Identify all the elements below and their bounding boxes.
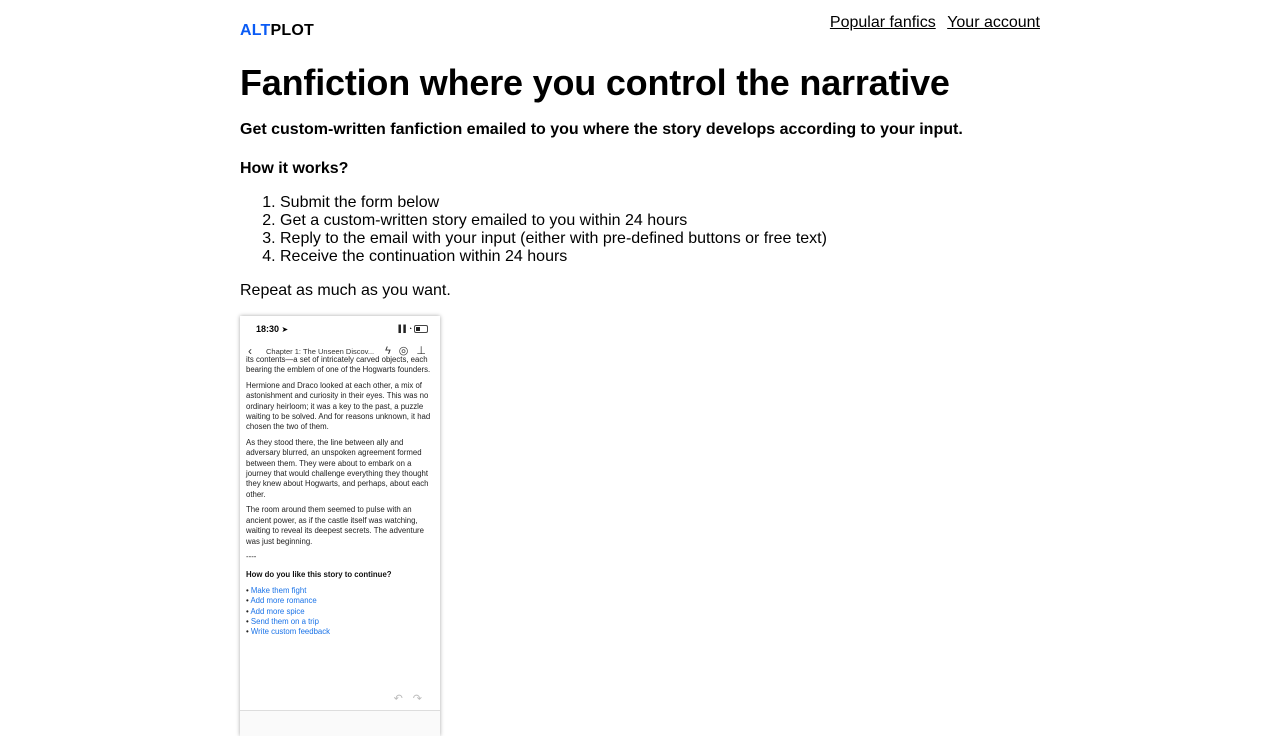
phone-bottom-bar bbox=[240, 710, 440, 736]
option-make-them-fight-link[interactable]: Make them fight bbox=[250, 585, 307, 595]
option-add-more-spice-link[interactable]: Add more spice bbox=[250, 606, 305, 616]
step-item: 2. Get a custom-written story emailed to you within 24 hours bbox=[280, 212, 827, 230]
reply-forward-icons bbox=[394, 692, 432, 705]
battery-icon bbox=[414, 325, 428, 333]
phone-time: 18:30 bbox=[256, 324, 280, 334]
step-item: 1. Submit the form below bbox=[280, 194, 827, 212]
story-body bbox=[246, 355, 434, 638]
repeat-text: Repeat as much as you want. bbox=[240, 282, 451, 299]
forward-icon[interactable]: ↷ bbox=[412, 693, 432, 705]
user-icon[interactable]: ◎ bbox=[398, 345, 417, 357]
story-paragraph: its contents—a set of intricately carved objects, each bearing the emblem of one of the Hogwarts founders. bbox=[246, 355, 431, 375]
signal-icon: ▐▐ bbox=[395, 325, 406, 333]
phone-screenshot bbox=[240, 316, 440, 736]
continue-options bbox=[246, 586, 434, 638]
page-subtitle: Get custom-written fanfiction emailed to you where the story develops according to your input. bbox=[240, 121, 963, 138]
story-paragraph: As they stood there, the line between ally and adversary blurred, an unspoken agreement formed between them. They were about to embark on a journey that would challenge everything they thought they knew about Hogwarts, and perhaps, about each other. bbox=[246, 437, 429, 499]
step-item: 4. Receive the continuation within 24 hours bbox=[280, 248, 827, 266]
steps-list bbox=[240, 194, 827, 266]
pin-icon[interactable]: ⊥ bbox=[416, 345, 434, 357]
reply-icon[interactable]: ↶ bbox=[393, 693, 413, 705]
logo-plot: PLOT bbox=[270, 22, 314, 39]
story-paragraph: The room around them seemed to pulse with an ancient power, as if the castle itself was watching, waiting to reveal its deepest secrets. The adventure was just beginning. bbox=[246, 505, 424, 546]
story-separator: ---- bbox=[246, 551, 257, 561]
phone-status-bar bbox=[256, 324, 428, 336]
option-add-more-romance-link[interactable]: Add more romance bbox=[250, 596, 317, 606]
nav-popular-fanfics-link[interactable]: Popular fanfics bbox=[829, 14, 936, 31]
continue-question: How do you like this story to continue? bbox=[246, 570, 392, 580]
chapter-title: Chapter 1: The Unseen Discov... bbox=[266, 347, 375, 356]
top-nav bbox=[823, 14, 1040, 32]
nav-your-account-link[interactable]: Your account bbox=[947, 14, 1040, 31]
option-item bbox=[246, 617, 434, 627]
lightning-icon[interactable]: ϟ bbox=[384, 345, 399, 357]
location-arrow-icon: ➤ bbox=[281, 325, 289, 334]
logo[interactable] bbox=[240, 22, 314, 40]
option-item bbox=[246, 586, 434, 596]
how-it-works-heading: How it works? bbox=[240, 160, 349, 177]
story-paragraph: Hermione and Draco looked at each other, a mix of astonishment and curiosity in their eyes. This was no ordinary heirloom; it was a key to the past, a puzzle waiting to be solved. And for reasons unknown, it had chosen the two of them. bbox=[246, 380, 431, 432]
option-item bbox=[246, 607, 434, 617]
system-status-icons bbox=[396, 325, 428, 333]
back-arrow-icon[interactable]: ‹ bbox=[248, 344, 252, 358]
wifi-icon: ◔ bbox=[407, 325, 413, 333]
page-title: Fanfiction where you control the narrative bbox=[240, 62, 950, 103]
option-item bbox=[246, 627, 434, 637]
logo-alt: ALT bbox=[240, 22, 271, 39]
option-write-custom-feedback-link[interactable]: Write custom feedback bbox=[250, 627, 331, 637]
step-item: 3. Reply to the email with your input (either with pre-defined buttons or free text) bbox=[280, 230, 827, 248]
option-send-them-on-trip-link[interactable]: Send them on a trip bbox=[250, 616, 319, 626]
option-item bbox=[246, 596, 434, 606]
